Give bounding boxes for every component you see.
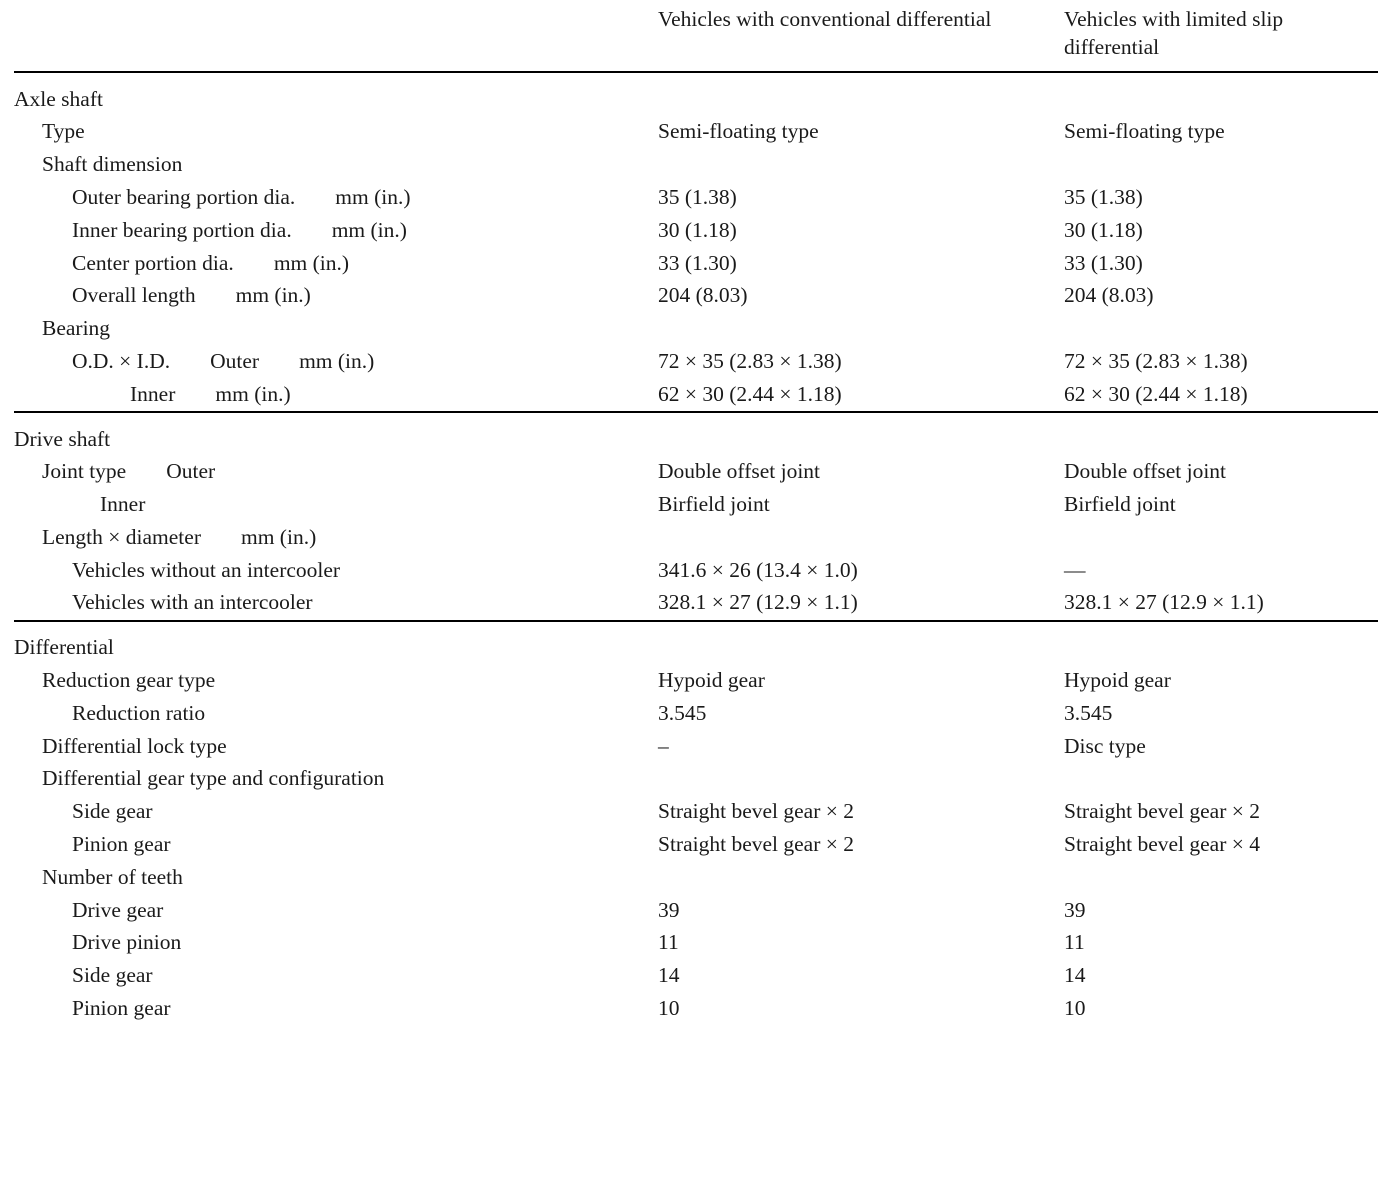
- section-divider-line: [14, 621, 1378, 632]
- section-title: Differential: [14, 635, 114, 660]
- row-label: [14, 927, 644, 960]
- row-unit: mm (in.): [240, 524, 317, 549]
- section-title-value-conventional: [644, 423, 1052, 456]
- table-row: [14, 280, 1378, 313]
- table-row: [14, 861, 1378, 894]
- table-row: [14, 181, 1378, 214]
- cell-limited-slip: Straight bevel gear × 2: [1064, 799, 1261, 824]
- cell-limited-slip: Hypoid gear: [1064, 668, 1171, 693]
- section-divider-line: [14, 72, 1378, 83]
- specifications-table: [14, 0, 1378, 1025]
- row-label: [14, 116, 644, 149]
- cell-limited-slip: 3.545: [1064, 700, 1113, 725]
- column-header-label: [14, 0, 644, 72]
- cell-conventional: Double offset joint: [658, 459, 821, 484]
- row-label-text: Overall length: [72, 283, 196, 308]
- table-row: [14, 730, 1378, 763]
- row-label: [14, 697, 644, 730]
- cell-limited-slip: 33 (1.30): [1064, 250, 1143, 275]
- section-title-row: [14, 423, 1378, 456]
- row-label: [14, 149, 644, 182]
- cell-limited-slip: [1052, 861, 1378, 894]
- section-divider: [14, 72, 1378, 83]
- row-label: [14, 665, 644, 698]
- row-label-text: Side gear: [72, 963, 153, 988]
- row-label-text: Reduction ratio: [72, 700, 206, 725]
- row-label: [14, 489, 644, 522]
- cell-conventional: –: [658, 733, 669, 758]
- cell-limited-slip: [1052, 763, 1378, 796]
- cell-conventional: [644, 763, 1052, 796]
- table-row: [14, 665, 1378, 698]
- section-title-value-conventional: [644, 83, 1052, 116]
- cell-limited-slip: Double offset joint: [1064, 459, 1227, 484]
- cell-conventional: Straight bevel gear × 2: [658, 799, 855, 824]
- row-sublabel: Inner: [100, 492, 146, 517]
- table-row: [14, 116, 1378, 149]
- row-label-text: Joint type: [42, 459, 127, 484]
- cell-conventional: 30 (1.18): [658, 217, 737, 242]
- cell-limited-slip: Straight bevel gear × 4: [1064, 832, 1261, 857]
- row-label-text: Side gear: [72, 799, 153, 824]
- cell-conventional: 62 × 30 (2.44 × 1.18): [658, 381, 842, 406]
- row-label: [14, 280, 644, 313]
- row-label-text: Outer bearing portion dia.: [72, 184, 296, 209]
- row-unit: mm (in.): [299, 348, 375, 373]
- table-row: [14, 456, 1378, 489]
- cell-limited-slip: 72 × 35 (2.83 × 1.38): [1064, 348, 1248, 373]
- section-title: Axle shaft: [14, 86, 103, 111]
- row-unit: mm (in.): [273, 250, 350, 275]
- row-label-text: Differential lock type: [42, 733, 227, 758]
- row-label: [14, 960, 644, 993]
- cell-limited-slip: [1052, 149, 1378, 182]
- table-row: [14, 378, 1378, 412]
- cell-limited-slip: 10: [1064, 996, 1086, 1021]
- cell-limited-slip: 11: [1064, 930, 1085, 955]
- cell-limited-slip: 35 (1.38): [1064, 184, 1143, 209]
- row-label: [14, 861, 644, 894]
- cell-limited-slip: Birfield joint: [1064, 492, 1176, 517]
- table-row: [14, 313, 1378, 346]
- cell-conventional: [644, 149, 1052, 182]
- cell-conventional: 341.6 × 26 (13.4 × 1.0): [658, 557, 858, 582]
- section-title-row: [14, 83, 1378, 116]
- row-label: [14, 993, 644, 1026]
- cell-conventional: 11: [658, 930, 679, 955]
- row-unit: mm (in.): [331, 217, 407, 242]
- table-row: [14, 345, 1378, 378]
- row-sublabel: Outer: [210, 348, 260, 373]
- cell-limited-slip: —: [1064, 557, 1086, 582]
- row-label-text: Differential gear type and configuration: [42, 766, 385, 791]
- row-label-text: Pinion gear: [72, 996, 171, 1021]
- row-unit: mm (in.): [335, 184, 411, 209]
- cell-conventional: [644, 313, 1052, 346]
- table-row: [14, 829, 1378, 862]
- row-label: [14, 587, 644, 621]
- cell-conventional: 39: [658, 897, 680, 922]
- cell-conventional: Birfield joint: [658, 492, 770, 517]
- row-label-text: Reduction gear type: [42, 668, 216, 693]
- table-body: [14, 72, 1378, 1025]
- cell-conventional: 328.1 × 27 (12.9 × 1.1): [658, 590, 858, 615]
- cell-limited-slip: 62 × 30 (2.44 × 1.18): [1064, 381, 1248, 406]
- row-label: [14, 829, 644, 862]
- section-divider: [14, 621, 1378, 632]
- cell-limited-slip: 328.1 × 27 (12.9 × 1.1): [1064, 590, 1264, 615]
- row-label-text: Shaft dimension: [42, 152, 183, 177]
- cell-conventional: 14: [658, 963, 680, 988]
- table-row: [14, 521, 1378, 554]
- row-label: [14, 181, 644, 214]
- row-label: [14, 378, 644, 412]
- cell-conventional: 72 × 35 (2.83 × 1.38): [658, 348, 842, 373]
- cell-conventional: Straight bevel gear × 2: [658, 832, 855, 857]
- section-divider: [14, 412, 1378, 423]
- row-label-text: Type: [42, 119, 85, 144]
- table-row: [14, 489, 1378, 522]
- table-row: [14, 763, 1378, 796]
- row-label: [14, 763, 644, 796]
- row-label: [14, 554, 644, 587]
- row-label-text: Bearing: [42, 316, 111, 341]
- table-row: [14, 587, 1378, 621]
- row-unit: mm (in.): [235, 283, 311, 308]
- row-label-text: Inner bearing portion dia.: [72, 217, 292, 242]
- row-label: [14, 214, 644, 247]
- cell-limited-slip: [1052, 521, 1378, 554]
- table-row: [14, 796, 1378, 829]
- cell-conventional: Hypoid gear: [658, 668, 765, 693]
- row-unit: mm (in.): [215, 381, 291, 406]
- column-header-conventional: Vehicles with conventional differential: [658, 7, 992, 31]
- row-label-text: Center portion dia.: [72, 250, 234, 275]
- row-label: [14, 894, 644, 927]
- cell-conventional: 33 (1.30): [658, 250, 737, 275]
- cell-limited-slip: [1052, 313, 1378, 346]
- cell-limited-slip: Semi-floating type: [1064, 119, 1225, 144]
- cell-limited-slip: Disc type: [1064, 733, 1146, 758]
- cell-conventional: 10: [658, 996, 680, 1021]
- table-row: [14, 927, 1378, 960]
- table-row: [14, 894, 1378, 927]
- row-label: [14, 345, 644, 378]
- table-row: [14, 554, 1378, 587]
- section-title: Drive shaft: [14, 426, 111, 451]
- table-header: [14, 0, 1378, 72]
- table-row: [14, 697, 1378, 730]
- cell-conventional: 204 (8.03): [658, 283, 748, 308]
- row-label-text: Vehicles without an intercooler: [72, 557, 341, 582]
- row-sublabel: Inner: [130, 381, 176, 406]
- table-row: [14, 993, 1378, 1026]
- cell-limited-slip: 39: [1064, 897, 1086, 922]
- row-label-text: Drive pinion: [72, 930, 182, 955]
- cell-conventional: 3.545: [658, 700, 707, 725]
- section-title-row: [14, 632, 1378, 665]
- row-sublabel: Outer: [166, 459, 216, 484]
- cell-conventional: [644, 861, 1052, 894]
- table-row: [14, 214, 1378, 247]
- row-label: [14, 313, 644, 346]
- row-label-text: O.D. × I.D.: [72, 348, 171, 373]
- table-row: [14, 149, 1378, 182]
- column-header-limited-slip: Vehicles with limited slip differential: [1064, 7, 1284, 59]
- row-label: [14, 456, 644, 489]
- section-title-value-conventional: [644, 632, 1052, 665]
- cell-conventional: [644, 521, 1052, 554]
- section-divider-line: [14, 412, 1378, 423]
- cell-limited-slip: 14: [1064, 963, 1086, 988]
- table-row: [14, 247, 1378, 280]
- row-label: [14, 796, 644, 829]
- table-row: [14, 960, 1378, 993]
- row-label-text: Length × diameter: [42, 524, 201, 549]
- cell-conventional: Semi-floating type: [658, 119, 819, 144]
- row-label-text: Number of teeth: [42, 864, 183, 889]
- row-label: [14, 521, 644, 554]
- cell-limited-slip: 204 (8.03): [1064, 283, 1154, 308]
- row-label-text: Drive gear: [72, 897, 164, 922]
- cell-limited-slip: 30 (1.18): [1064, 217, 1143, 242]
- section-title-value-limited-slip: [1052, 83, 1378, 116]
- cell-conventional: 35 (1.38): [658, 184, 737, 209]
- row-label-text: Vehicles with an intercooler: [72, 590, 313, 615]
- row-label-text: Pinion gear: [72, 832, 171, 857]
- section-title-value-limited-slip: [1052, 632, 1378, 665]
- section-title-value-limited-slip: [1052, 423, 1378, 456]
- row-label: [14, 730, 644, 763]
- row-label: [14, 247, 644, 280]
